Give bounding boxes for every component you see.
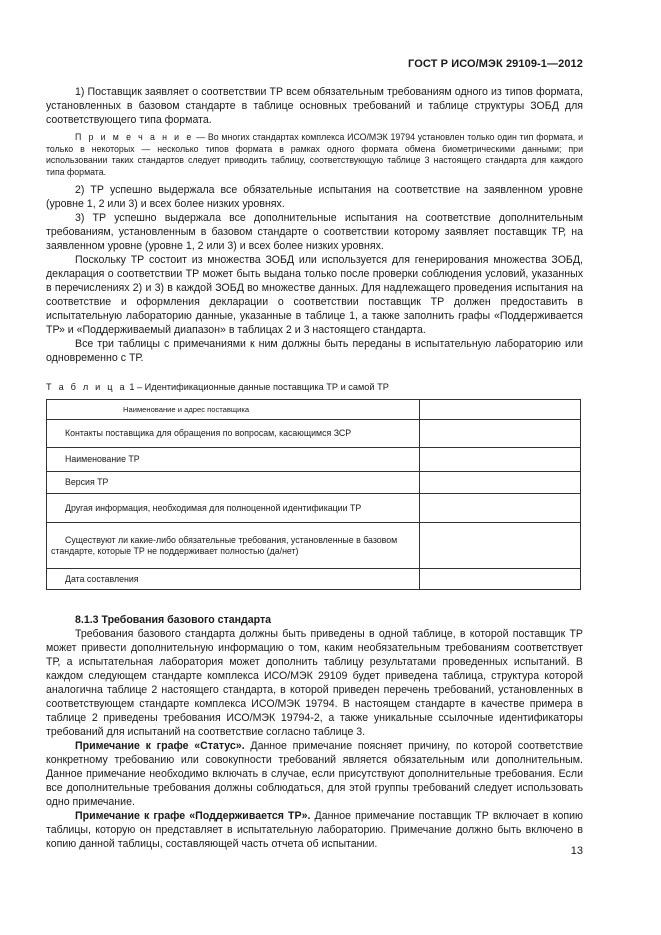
note-text: — Во многих стандартах комплекса ИСО/МЭК 19794 установлен только один тип формата, и только в некоторых — несколько типов формата в рамках одного формата обмена биометрическими данными; при использовании таких стандартов следует приводить таблицу, соответствующую таблице 3 настоящего стандарта для каждого типа формата. — [46, 132, 583, 177]
section-title: 8.1.3 Требования базового стандарта — [75, 614, 272, 626]
table-header-cell: Наименование и адрес поставщика — [47, 400, 420, 420]
table-row-label — [47, 494, 420, 523]
supported-note-label: Примечание к графе «Поддерживается ТР». — [75, 810, 311, 822]
table-row — [47, 569, 581, 590]
page-content — [46, 85, 583, 851]
supported-note-text: Данное примечание поставщик ТР включает в копию таблицы, которую он представляет в испытательную лабораторию. Примечание должно быть включено в копию данной таблицы, составляющей часть отчета об испытании. — [46, 810, 583, 850]
table-value-cell — [420, 523, 581, 569]
paragraph-item-3: 3) ТР успешно выдержала все дополнительные испытания на соответствие дополнительным требованиям, установленным в базовом стандарте о соответствии которому заявляет поставщик ТР, на заявленном уровне (уровне 1, 2 или 3) и всех более низких уровнях. — [46, 212, 583, 252]
table-value-cell — [420, 472, 581, 494]
table-row — [47, 420, 581, 448]
table-caption-text: 1 – Идентификационные данные поставщика ТР и самой ТР — [126, 382, 389, 392]
supplier-identification-table — [46, 399, 581, 590]
table-row — [47, 523, 581, 569]
table-row-label — [47, 523, 420, 569]
status-note-label: Примечание к графе «Статус». — [75, 740, 245, 752]
table-value-cell — [420, 448, 581, 472]
table-row-label: Дата составления — [47, 569, 420, 590]
table-value-cell — [420, 420, 581, 448]
table-caption — [46, 382, 583, 392]
table-row — [47, 494, 581, 523]
page-number: 13 — [570, 845, 583, 857]
paragraph-item-2: 2) ТР успешно выдержала все обязательные испытания на соответствие на заявленном уровне (уровне 1, 2 или 3) и всех более низких уровнях. — [46, 184, 583, 210]
paragraph-tables-transfer: Все три таблицы с примечаниями к ним должны быть переданы в испытательную лабораторию или одновременно с ТР. — [46, 338, 583, 364]
table-row-text: Существуют ли какие-либо обязательные требования, установленные в базовом стандарте, которые ТР не поддерживает полностью (да/нет) — [51, 534, 398, 556]
table-row-text: Другая информация, необходимая для полноценной идентификации ТР — [65, 502, 362, 513]
table-row-label: Версия ТР — [47, 472, 420, 494]
note-paragraph — [46, 132, 583, 178]
supported-note-paragraph — [46, 809, 583, 851]
paragraph-item-1: 1) Поставщик заявляет о соответствии ТР всем обязательным требованиям одного из типов формата, установленных в базовом стандарте в таблице основных требований и таблице структуры ЗОБД для соответствующего типа формата. — [46, 86, 583, 126]
table-row-label: Контакты поставщика для обращения по вопросам, касающимся ЗСР — [47, 420, 420, 448]
document-header: ГОСТ Р ИСО/МЭК 29109-1—2012 — [408, 58, 583, 70]
status-note-paragraph — [46, 739, 583, 809]
table-caption-label: Т а б л и ц а — [46, 382, 127, 392]
note-label: П р и м е ч а н и е — [75, 132, 194, 142]
table-value-cell — [420, 569, 581, 590]
paragraph-conformance-declaration: Поскольку ТР состоит из множества ЗОБД или используется для генерирования множества ЗОБД, декларация о соответствии ТР может быть выдана только после проверки соблюдения условий, указанных в перечислениях 2) и 3) в каждой ЗОБД во множестве данных. Для надлежащего проведения испытания на соответствие и оформления декларации о соответствии поставщик ТР должен предоставить в испытательную лабораторию данные, указанные в таблице 1, а также заполнить графы «Поддерживается ТР» и «Поддерживаемый диапазон» в таблицах 2 и 3 настоящего стандарта. — [46, 254, 583, 336]
table-row — [47, 448, 581, 472]
table-row — [47, 472, 581, 494]
section-paragraph: Требования базового стандарта должны быть приведены в одной таблице, в которой поставщик ТР может привести дополнительную информацию о том, каким необязательным требованиям соответствует ТР, а испытательная лаборатория может дополнить таблицу результатами проведенных испытаний. В каждом следующем стандарте комплекса ИСО/МЭК 29109 будет приведена таблица, структура которой аналогична таблице 2 настоящего стандарта, в которой приведен перечень требований, установленных в соответствующем стандарте комплекса ИСО/МЭК 19794. В настоящем стандарте в качестве примера в таблице 2 приведены требования ИСО/МЭК 19794-2, а также уникальные ссылочные идентификаторы требований для испытаний на соответствие согласно таблице 3. — [46, 628, 583, 738]
status-note-text: Данное примечание поясняет причину, по которой соответствие конкретному требованию или совокупности требований является обязательным или дополнительным. Данное примечание необходимо включать в случае, если присутствуют дополнительные требования. Если все дополнительные требования должны соблюдаться, для этой группы требований следует использовать одно примечание. — [46, 740, 584, 808]
table-value-cell — [420, 494, 581, 523]
table-header-row — [47, 400, 581, 420]
table-row-label: Наименование ТР — [47, 448, 420, 472]
table-value-cell — [420, 400, 581, 420]
